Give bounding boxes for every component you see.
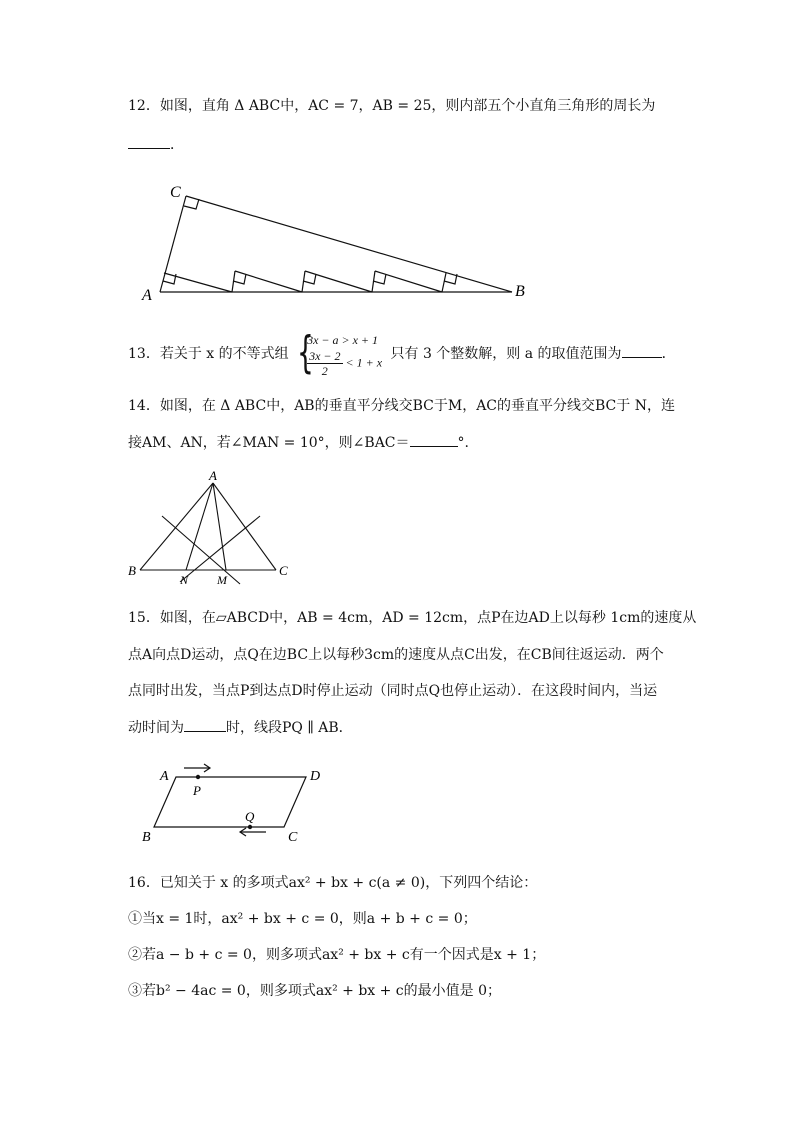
q12-text: 12．如图，直角 Δ ABC中，AC = 7，AB = 25，则内部五个小直角三角形的周长为	[128, 98, 656, 114]
label-d: D	[310, 769, 321, 784]
inequality-system: { 3x − a > x + 1 $\frac{3x - 2}{2}$ < 1 + x	[297, 326, 383, 378]
label-p: P	[193, 783, 201, 798]
label-q: Q	[245, 809, 255, 824]
label-c: C	[170, 184, 181, 201]
q16-item1: ①当x = 1时，ax² + bx + c = 0，则a + b + c = 0；	[128, 911, 477, 927]
label-b: B	[515, 283, 525, 300]
point-q	[248, 825, 252, 829]
parallelogram	[154, 777, 306, 827]
point-p	[196, 775, 200, 779]
q14-line2: 接AM、AN，若∠MAN = 10°，则∠BAC＝ °.	[128, 432, 469, 453]
label-n: N	[180, 573, 189, 587]
q13-text: 13．若关于 x 的不等式组 { 3x − a > x + 1 $\frac{3x - 2}{2}$ < 1 + x 只有 3 个整数解，则 a 的取值范围为 ．	[128, 326, 676, 378]
q12-answer-line: ．	[128, 134, 184, 155]
q15-line2: 点A向点D运动，点Q在边BC上以每秒3cm的速度从点C出发，在CB间往返运动．两个	[128, 647, 664, 663]
q16-item2: ②若a − b + c = 0，则多项式ax² + bx + c有一个因式是x + 1；	[128, 947, 546, 963]
q16-item3: ③若b² − 4ac = 0，则多项式ax² + bx + c的最小值是 0；	[128, 983, 502, 999]
q15-line4: 动时间为 时，线段PQ ∥ AB．	[128, 717, 353, 738]
label-c: C	[279, 563, 288, 578]
label-m: M	[217, 573, 227, 587]
label-b: B	[142, 830, 151, 845]
q14-line1: 14．如图，在 Δ ABC中，AB的垂直平分线交BC于M，AC的垂直平分线交BC于 N，连	[128, 398, 675, 414]
label-b: B	[128, 563, 136, 578]
label-a: A	[142, 287, 152, 304]
label-c: C	[288, 830, 298, 845]
label-a: A	[160, 769, 169, 784]
q16-line1: 16．已知关于 x 的多项式ax² + bx + c(a ≠ 0)，下列四个结论：	[128, 875, 538, 891]
label-a: A	[209, 468, 217, 483]
q15-line3: 点同时出发，当点P到达点D时停止运动（同时点Q也停止运动）．在这段时间内，当运	[128, 683, 658, 699]
q15-line1: 15．如图，在▱ABCD中，AB = 4cm，AD = 12cm，点P在边AD上以每秒 1cm的速度从	[128, 610, 697, 626]
